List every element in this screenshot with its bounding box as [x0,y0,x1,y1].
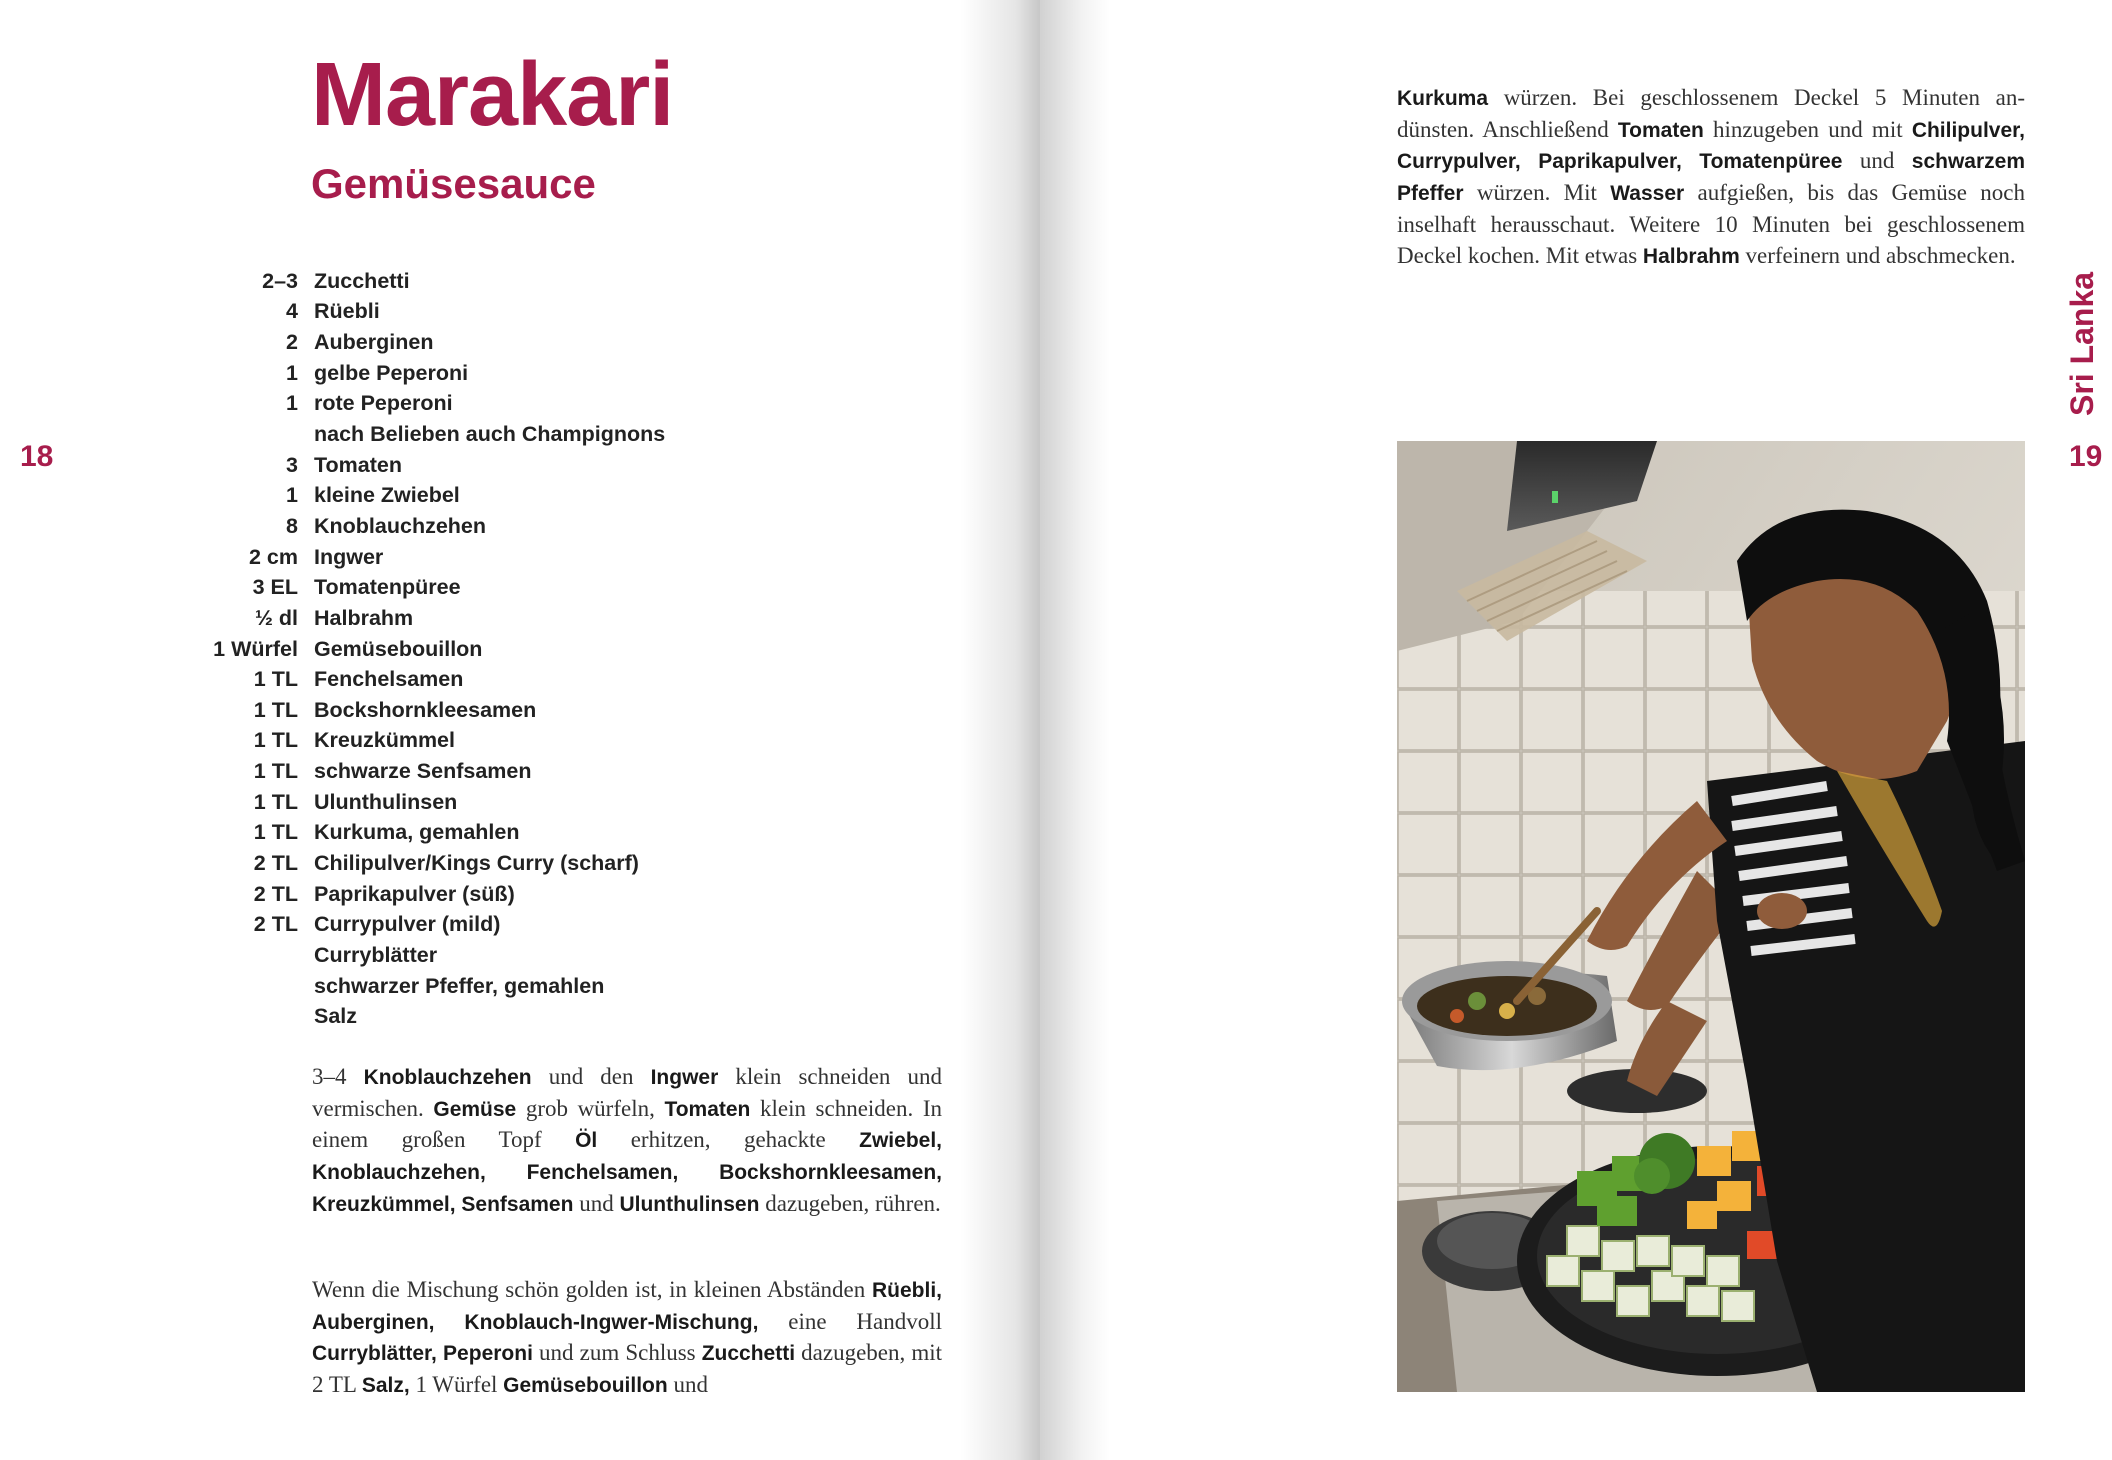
ingredient-quantity: 2 cm [248,544,298,569]
highlighted-ingredient: Rüebli, Auberginen, Knoblauch-Ingwer-Mischung, [312,1279,942,1334]
ingredient-row [196,450,756,481]
text-segment: würzen. Bei geschlossenem Deckel 5 Minuten andünsten. Anschließend [1397,85,2025,142]
ingredient-row [196,358,756,389]
ingredient-quantity: 4 [286,299,298,324]
ingredient-quantity: 3 [286,452,298,477]
ingredient-name: Halbrahm [314,605,414,630]
ingredient-row [196,756,756,787]
ingredient-name: Bockshornkleesamen [314,697,537,722]
highlighted-ingredient: Tomaten [664,1097,751,1121]
ingredient-row [196,389,756,420]
text-segment: würzen. Mit [1463,180,1611,206]
text-segment: klein schneiden und vermischen. [312,1064,942,1121]
text-segment: dazugeben, mit 2 TL [312,1340,943,1398]
chapter-label: Sri Lanka [2064,271,2100,416]
cooking-photo-illustration [1397,441,2025,1392]
ingredient-name: schwarzer Pfeffer, gemahlen [314,973,605,998]
ingredient-quantity: 8 [286,513,298,538]
highlighted-ingredient: Ulunthulinsen [619,1192,760,1216]
highlighted-ingredient: Kurkuma [1397,87,1489,110]
ingredient-name: Zucchetti [314,268,410,293]
ingredient-name: kleine Zwiebel [314,483,460,508]
ingredient-row [196,511,756,542]
text-segment: grob würfeln, [516,1095,665,1121]
ingredient-row [196,327,756,358]
ingredient-name: Chilipulver/Kings Curry (scharf) [314,850,639,875]
highlighted-ingredient: Zucchetti [701,1342,796,1366]
cooking-photo [1397,441,2025,1392]
ingredient-quantity: ½ dl [254,605,298,630]
text-segment: hinzugeben und mit [1703,116,1912,142]
ingredient-row [196,848,756,879]
ingredient-row [196,480,756,511]
highlighted-ingredient: Tomaten [1617,118,1704,142]
ingredient-quantity: 2–3 [262,268,298,293]
ingredient-row [196,695,756,726]
ingredient-quantity: 3 EL [252,575,298,600]
ingredient-row [196,909,756,940]
ingredient-row [196,664,756,695]
ingredient-name: Curryblätter [314,942,438,967]
text-segment: erhitzen, gehackte [597,1127,860,1153]
highlighted-ingredient: Curryblätter, Peperoni [312,1342,533,1366]
text-segment: und den [531,1064,651,1089]
highlighted-ingredient: Zwiebel, Knoblauchzehen, Fenchelsamen, Bockshornkleesamen, Kreuzkümmel, Senfsamen [312,1129,942,1216]
ingredient-quantity: 2 TL [253,881,298,906]
highlighted-ingredient: Wasser [1610,182,1685,206]
method-paragraph-3 [1397,83,2025,272]
highlighted-ingredient: Gemüse [433,1097,517,1121]
ingredient-name: Tomatenpüree [314,575,461,600]
ingredient-row [196,818,756,849]
ingredient-name: Kreuzkümmel [314,728,455,753]
recipe-subtitle: Gemüsesauce [311,160,596,207]
ingredient-name: schwarze Senfsamen [314,759,532,784]
highlighted-ingredient: Chilipulver, Currypulver, Paprikapulver, Tomatenpüree [1397,118,2026,174]
text-segment: und [1842,148,1912,174]
page-number-left: 18 [20,440,54,473]
highlighted-ingredient: Ingwer [650,1066,719,1089]
text-segment: und [573,1190,620,1216]
highlighted-ingredient: Halbrahm [1642,244,1740,268]
ingredient-name: Currypulver (mild) [314,912,501,937]
ingredient-row [196,879,756,910]
ingredient-quantity: 1 [286,483,298,508]
ingredient-list [196,266,756,1032]
text-segment: 1 Würfel [409,1372,504,1398]
text-segment: klein schneiden. In einem großen Topf [312,1095,943,1153]
ingredient-row [196,603,756,634]
ingredient-name: Paprikapulver (süß) [314,881,515,906]
ingredient-quantity: 1 [286,360,298,385]
ingredient-quantity: 1 TL [253,820,298,845]
ingredient-quantity: 2 TL [253,850,298,875]
ingredient-name: Rüebli [314,299,380,324]
ingredient-quantity: 1 TL [253,728,298,753]
ingredient-name: Kurkuma, gemahlen [314,820,520,845]
text-segment: und [667,1372,708,1398]
method-paragraph-2 [312,1275,942,1402]
page-number-right: 19 [2069,440,2103,473]
ingredient-name: rote Peperoni [314,391,453,416]
method-paragraph-1 [312,1062,942,1221]
ingredient-row [196,419,756,450]
ingredient-row [196,971,756,1002]
recipe-title: Marakari [311,45,674,145]
text-segment: aufgießen, bis das Gemüse noch inselhaft herausschaut. Weitere 10 Minuten bei geschlossenem Deckel kochen. Mit etwas [1397,180,2025,268]
highlighted-ingredient: schwarzem Pfeffer [1397,150,2026,206]
ingredient-name: Tomaten [314,452,402,477]
ingredient-quantity: 1 TL [253,789,298,814]
ingredient-name: Ulunthulinsen [314,789,458,814]
ingredient-row [196,572,756,603]
ingredient-name: gelbe Peperoni [314,360,469,385]
ingredient-quantity: 1 TL [253,667,298,692]
ingredient-row [196,787,756,818]
ingredient-name: Fenchelsamen [314,667,464,692]
ingredient-row [196,940,756,971]
ingredient-row [196,297,756,328]
ingredient-row [196,726,756,757]
left-gutter-shadow [960,0,1040,1460]
ingredient-name: Knoblauchzehen [314,513,487,538]
ingredient-quantity: 1 [286,391,298,416]
ingredient-quantity: 1 Würfel [213,636,298,661]
highlighted-ingredient: Gemüsebouillon [503,1374,668,1398]
ingredient-name: Auberginen [314,330,434,355]
ingredient-name: Salz [314,1004,358,1029]
highlighted-ingredient: Knoblauchzehen [363,1066,532,1089]
ingredient-quantity: 2 TL [253,912,298,937]
ingredient-row [196,1001,756,1032]
ingredient-name: Gemüsebouillon [314,636,483,661]
text-segment: und zum Schluss [532,1340,702,1366]
highlighted-ingredient: Salz, [361,1374,410,1398]
ingredient-row [196,542,756,573]
text-segment: verfeinern und abschmecken. [1739,242,2016,268]
ingredient-row [196,634,756,665]
highlighted-ingredient: Öl [575,1129,598,1153]
ingredient-quantity: 2 [286,330,298,355]
text-segment: dazugeben, rühren. [759,1190,941,1216]
ingredient-name: nach Belieben auch Champignons [314,422,666,447]
ingredient-name: Ingwer [314,544,384,569]
ingredient-quantity: 1 TL [253,697,298,722]
text-segment: 3–4 [312,1064,364,1089]
text-segment: Wenn die Mischung schön golden ist, in kleinen Abständen [312,1277,872,1302]
ingredient-row [196,266,756,297]
text-segment: eine Handvoll [758,1308,943,1334]
ingredient-quantity: 1 TL [253,759,298,784]
right-gutter-shadow [1040,0,1110,1460]
